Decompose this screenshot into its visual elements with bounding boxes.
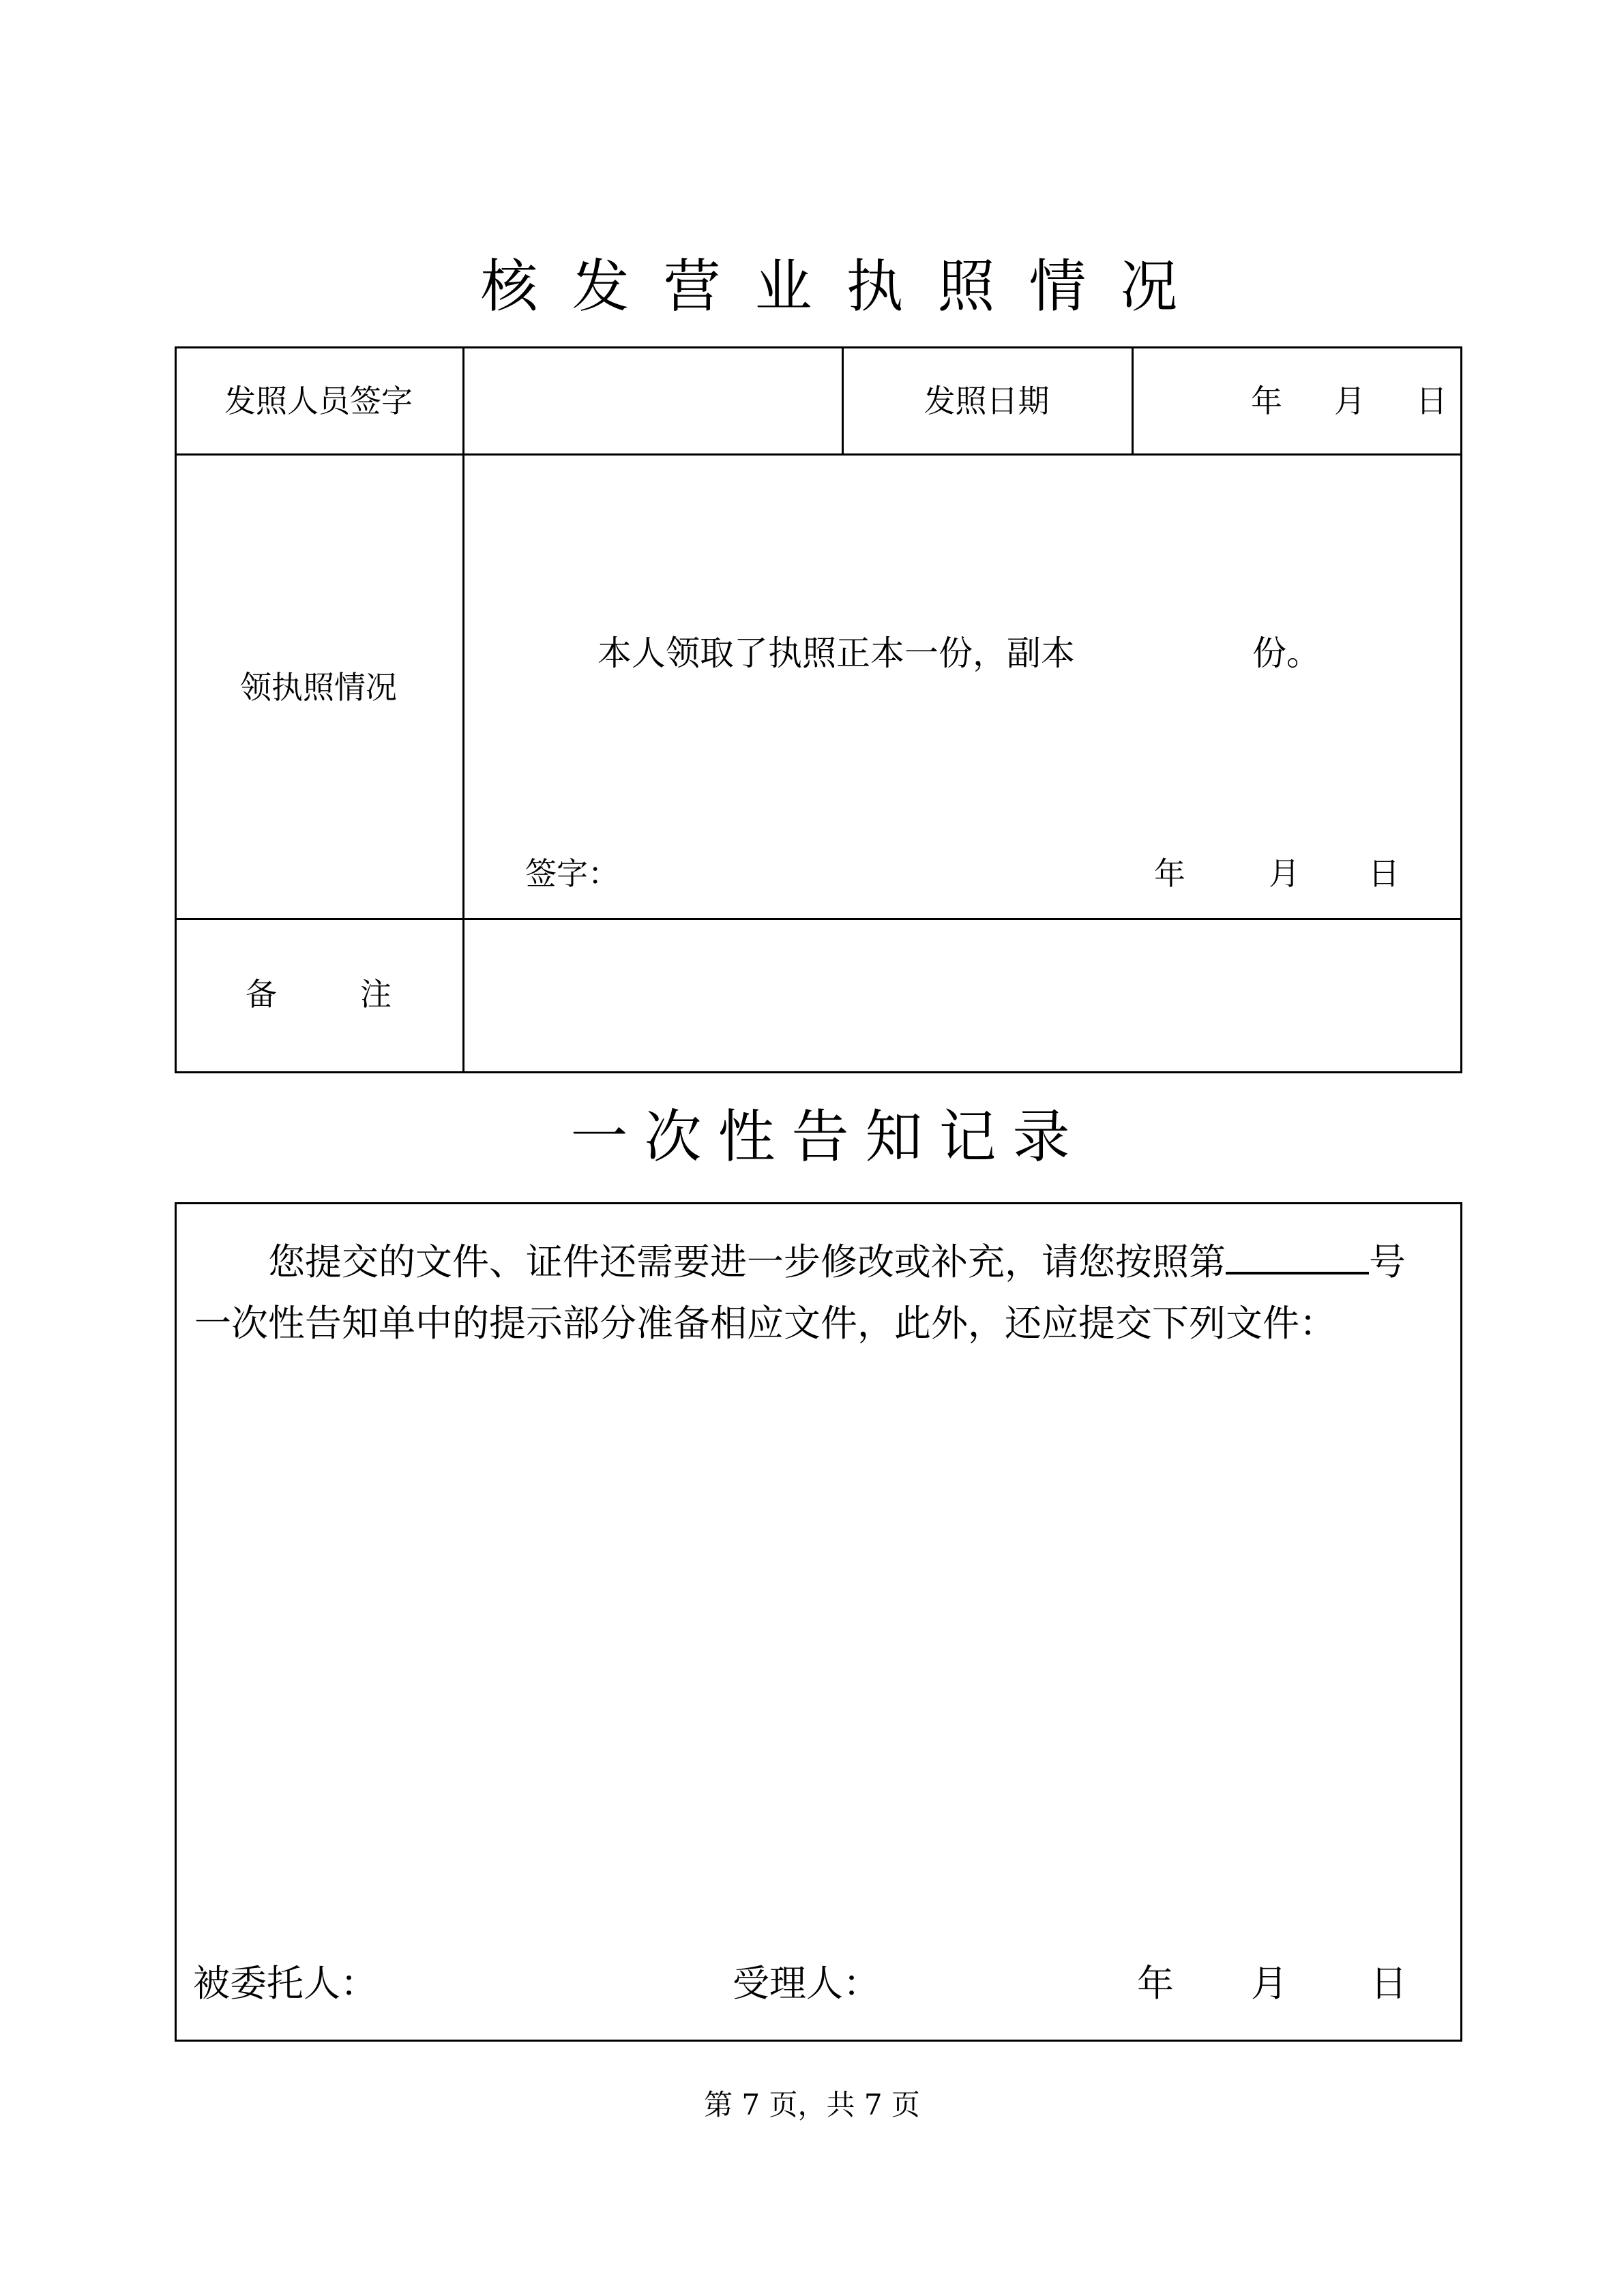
notice-date-month: 月 [1251,1962,1288,2005]
notice-section-title: 一次性告知记录 [570,1103,1087,1170]
entrusted-person-label: 被委托人： [193,1962,377,2005]
table-row-divider [175,918,1462,920]
page-number: 第 7 页，共 7 页 [704,2088,920,2121]
remarks-label-second: 注 [360,976,392,1013]
issue-date-day: 日 [1416,383,1447,419]
notice-text-part1: 您提交的文件、证件还需要进一步修改或补充，请您按照第 [268,1240,1226,1283]
table-border-top [175,346,1462,348]
table-border-right [1460,346,1462,1073]
notice-text [194,1232,1463,1354]
table-row-divider [175,453,1462,456]
remarks-label-first: 备 [246,976,277,1013]
table-border-left [175,346,177,1073]
table-column-divider [1132,346,1134,456]
notice-date-year: 年 [1137,1962,1174,2005]
license-table [175,346,1462,1073]
receipt-statement-copies: 份。 [1252,633,1320,673]
table-column-divider [462,346,464,1073]
license-section-title: 核发营业执照情况 [480,253,1212,320]
issue-date-label: 发照日期 [924,383,1050,419]
notice-box [175,1202,1462,2042]
issuer-signature-field[interactable] [462,381,842,421]
issue-date-year: 年 [1251,383,1282,419]
receipt-date-day: 日 [1368,855,1400,892]
receipt-statement: 本人领取了执照正本一份，副本 [597,633,1075,673]
receipt-date-month: 月 [1269,855,1300,892]
notice-date-day: 日 [1370,1962,1407,2005]
table-border-bottom [175,1071,1462,1073]
receipt-label: 领执照情况 [240,669,397,706]
issuer-signature-label: 发照人员签字 [224,383,413,419]
notice-number-suffix: 号 [1369,1240,1406,1283]
acceptor-label: 受理人： [733,1962,880,2005]
remarks-field[interactable] [475,946,1443,1049]
notice-number-blank[interactable] [1226,1236,1369,1274]
issue-date-month: 月 [1334,383,1365,419]
receipt-date-year: 年 [1154,855,1185,892]
receipt-signature-label: 签字： [525,855,619,892]
notice-text-part2: 一次性告知单中的提示部分准备相应文件，此外，还应提交下列文件： [194,1302,1336,1345]
